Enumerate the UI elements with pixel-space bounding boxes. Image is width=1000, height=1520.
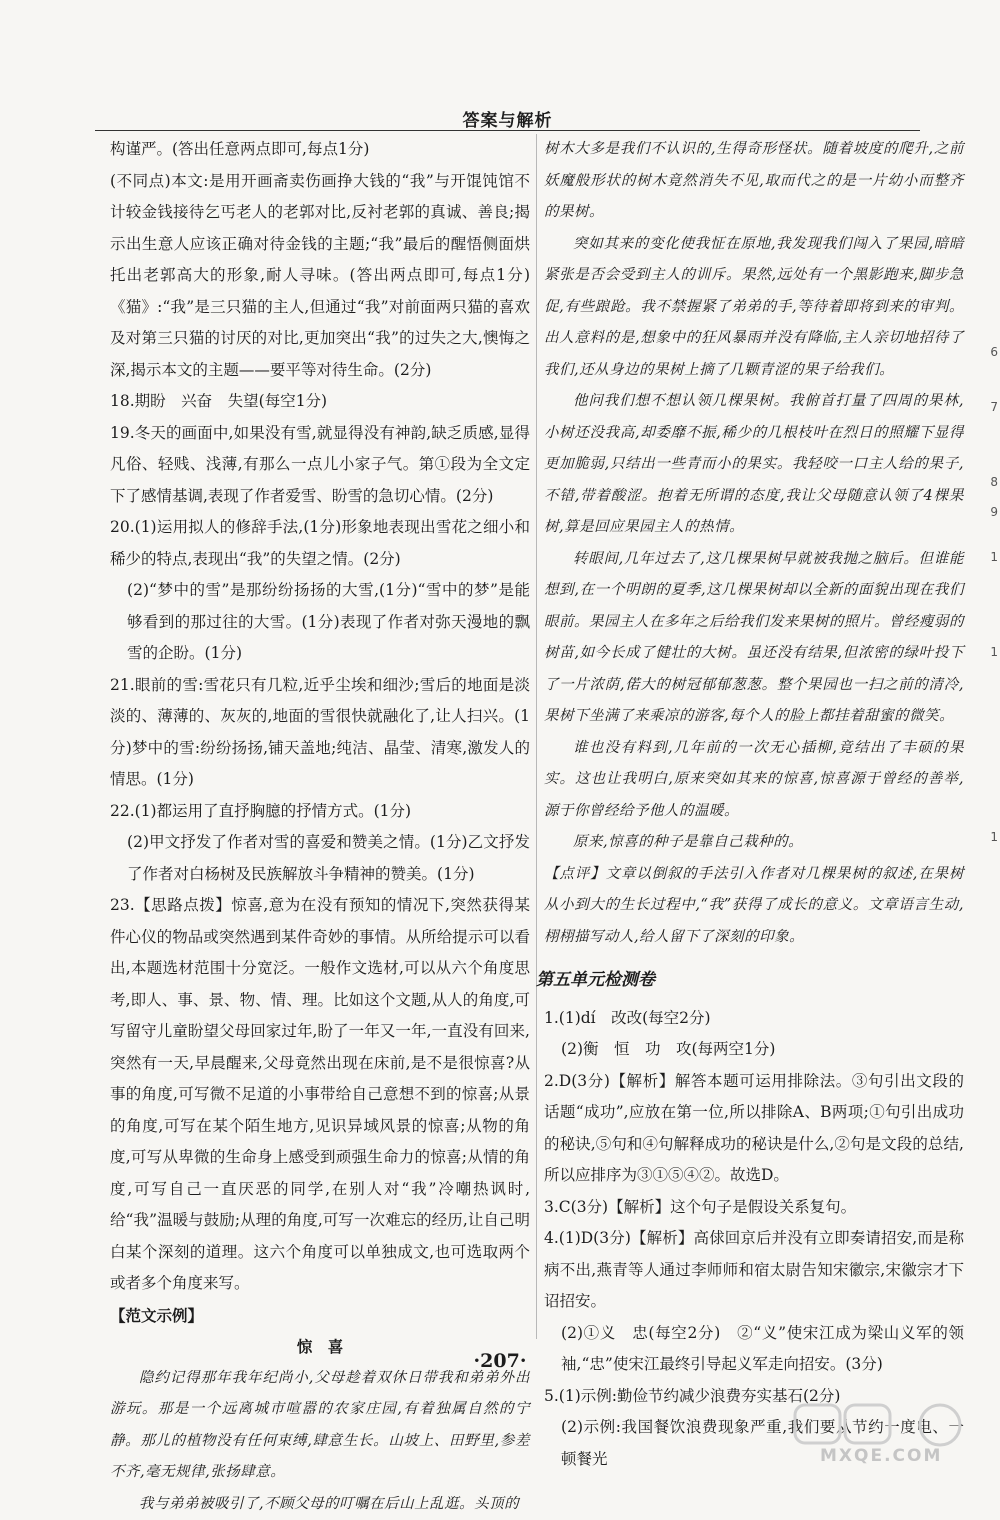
- text-paragraph: (不同点)本文:是用开画斋卖伤画挣大钱的“我”与开馄饨馆不计较金钱接待乞丐老人的老郭对比,反衬老郭的真诚、善良;揭示出生意人应该正确对待金钱的主题;“我”最后的醒悟侧面烘托出老郭高大的形象,耐人寻味。(答出两点即可,每点1分)《猫》:“我”是三只猫的主人,但通过“我”对前面两只猫的喜欢及对第三只猫的讨厌的对比,更加突出“我”的过失之大,懊悔之深,揭示本文的主题——要平等对待生命。(2分): [110, 166, 530, 387]
- edge-number: 1: [990, 645, 998, 659]
- text-paragraph: 他问我们想不想认领几棵果树。我俯首打量了四周的果林,小树还没我高,却委靡不振,稀少的几根枝叶在烈日的照耀下显得更加脆弱,只结出一些青而小的果实。我轻咬一口主人给的果子,不错,带着酸涩。抱着无所谓的态度,我让父母随意认领了4棵果树,算是回应果园主人的热情。: [544, 386, 964, 544]
- text-paragraph: 隐约记得那年我年纪尚小,父母趁着双休日带我和弟弟外出游玩。那是一个远离城市喧嚣的农家庄园,有着独属自然的宁静。那儿的植物没有任何束缚,肆意生长。山坡上、田野里,参差不齐,毫无规律,张扬肆意。: [110, 1363, 530, 1489]
- text-paragraph: 构谨严。(答出任意两点即可,每点1分): [110, 134, 530, 166]
- edge-numbers: [984, 0, 998, 1471]
- text-paragraph: (2)①义 忠(每空2分) ②“义”使宋江成为梁山义军的领袖,“忠”使宋江最终引导起义军走向招安。(3分): [544, 1318, 964, 1381]
- header-title: 答案与解析: [95, 106, 920, 131]
- text-paragraph: 21.眼前的雪:雪花只有几粒,近乎尘埃和细沙;雪后的地面是淡淡的、薄薄的、灰灰的,地面的雪很快就融化了,让人扫兴。(1分)梦中的雪:纷纷扬扬,铺天盖地;纯洁、晶莹、清寒,激发人的情思。(1分): [110, 670, 530, 796]
- edge-number: 1: [990, 830, 998, 844]
- page-header: [95, 104, 920, 131]
- text-paragraph: 【点评】文章以倒叙的手法引入作者对几棵果树的叙述,在果树从小到大的生长过程中,“我”获得了成长的意义。文章语言生动,栩栩描写动人,给人留下了深刻的印象。: [544, 859, 964, 954]
- text-paragraph: (2)“梦中的雪”是那纷纷扬扬的大雪,(1分)“雪中的梦”是能够看到的那过往的大雪。(1分)表现了作者对弥天漫地的飘雪的企盼。(1分): [110, 575, 530, 670]
- text-paragraph: 22.(1)都运用了直抒胸臆的抒情方式。(1分): [110, 796, 530, 828]
- text-paragraph: 23.【思路点拨】惊喜,意为在没有预知的情况下,突然获得某件心仪的物品或突然遇到某件奇妙的事情。从所给提示可以看出,本题选材范围十分宽泛。一般作文选材,可以从六个角度思考,即人、事、景、物、情、理。比如这个文题,从人的角度,可写留守儿童盼望父母回家过年,盼了一年又一年,一直没有回来,突然有一天,早晨醒来,父母竟然出现在床前,是不是很惊喜?从事的角度,可写微不足道的小事带给自己意想不到的惊喜;从景的角度,可写在某个陌生地方,见识异域风景的惊喜;从物的角度,可写从卑微的生命身上感受到顽强生命力的惊喜;从情的角度,可写自己一直厌恶的同学,在别人对“我”冷嘲热讽时,给“我”温暖与鼓励;从理的角度,可写一次难忘的经历,让自己明白某个深刻的道理。这六个角度可以单独成文,也可选取两个或者多个角度来写。: [110, 890, 530, 1300]
- edge-number: 9: [990, 505, 998, 519]
- edge-number: 8: [990, 475, 998, 489]
- page-number: ·207·: [0, 1350, 1000, 1372]
- right-column: [544, 134, 964, 1475]
- text-paragraph: 转眼间,几年过去了,这几棵果树早就被我抛之脑后。但谁能想到,在一个明朗的夏季,这几棵果树却以全新的面貌出现在我们眼前。果园主人在多年之后给我们发来果树的照片。曾经瘦弱的树苗,如今长成了健壮的大树。虽还没有结果,但浓密的绿叶投下了一片浓荫,偌大的树冠郁郁葱葱。整个果园也一扫之前的清冷,果树下坐满了来乘凉的游客,每个人的脸上都挂着甜蜜的微笑。: [544, 544, 964, 733]
- text-paragraph: 惊 喜: [110, 1331, 530, 1363]
- text-paragraph: 树木大多是我们不认识的,生得奇形怪状。随着坡度的爬升,之前妖魔般形状的树木竟然消失不见,取而代之的是一片幼小而整齐的果树。: [544, 134, 964, 229]
- edge-number: 7: [990, 400, 998, 414]
- text-paragraph: 2.D(3分)【解析】解答本题可运用排除法。③句引出文段的话题“成功”,应放在第一位,所以排除A、B两项;①句引出成功的秘诀,⑤句和④句解释成功的秘诀是什么,②句是文段的总结,所以应排序为③①⑤④②。故选D。: [544, 1066, 964, 1192]
- text-paragraph: 20.(1)运用拟人的修辞手法,(1分)形象地表现出雪花之细小和稀少的特点,表现出“我”的失望之情。(2分): [110, 512, 530, 575]
- watermark-text: MXQE.COM: [820, 1446, 942, 1466]
- text-paragraph: 1.(1)dí 改改(每空2分): [544, 1003, 964, 1035]
- text-paragraph: 3.C(3分)【解析】这个句子是假设关系复句。: [544, 1192, 964, 1224]
- text-paragraph: 18.期盼 兴奋 失望(每空1分): [110, 386, 530, 418]
- edge-number: 6: [990, 345, 998, 359]
- text-paragraph: (2)示例:我国餐饮浪费现象严重,我们要从节约一度电、一顿餐光: [544, 1412, 964, 1475]
- text-paragraph: 【范文示例】: [110, 1300, 530, 1332]
- text-paragraph: 我与弟弟被吸引了,不顾父母的叮嘱在后山上乱逛。头顶的: [110, 1489, 530, 1520]
- column-divider: [536, 134, 537, 1339]
- text-paragraph: (2)衡 恒 功 攻(每两空1分): [544, 1034, 964, 1066]
- text-paragraph: 4.(1)D(3分)【解析】高俅回京后并没有立即奏请招安,而是称病不出,燕青等人通过李师师和宿太尉告知宋徽宗,宋徽宗才下诏招安。: [544, 1223, 964, 1318]
- text-paragraph: 突如其来的变化使我怔在原地,我发现我们闯入了果园,暗暗紧张是否会受到主人的训斥。果然,远处有一个黑影跑来,脚步急促,有些踉跄。我不禁握紧了弟弟的手,等待着即将到来的审判。出人意料的是,想象中的狂风暴雨并没有降临,主人亲切地招待了我们,还从身边的果树上摘了几颗青涩的果子给我们。: [544, 229, 964, 387]
- edge-number: 1: [990, 550, 998, 564]
- text-paragraph: 5.(1)示例:勤俭节约减少浪费夯实基石(2分): [544, 1381, 964, 1413]
- text-paragraph: 19.冬天的画面中,如果没有雪,就显得没有神韵,缺乏质感,显得凡俗、轻贱、浅薄,有那么一点儿小家子气。第①段为全文定下了感情基调,表现了作者爱雪、盼雪的急切心情。(2分): [110, 418, 530, 513]
- text-paragraph: 谁也没有料到,几年前的一次无心插柳,竟结出了丰硕的果实。这也让我明白,原来突如其来的惊喜,惊喜源于曾经的善举,源于你曾经给予他人的温暖。: [544, 733, 964, 828]
- text-paragraph: (2)甲文抒发了作者对雪的喜爱和赞美之情。(1分)乙文抒发了作者对白杨树及民族解放斗争精神的赞美。(1分): [110, 827, 530, 890]
- left-column: [110, 134, 530, 1520]
- section-title: 第五单元检测卷: [536, 965, 964, 997]
- text-paragraph: 原来,惊喜的种子是靠自己栽种的。: [544, 827, 964, 859]
